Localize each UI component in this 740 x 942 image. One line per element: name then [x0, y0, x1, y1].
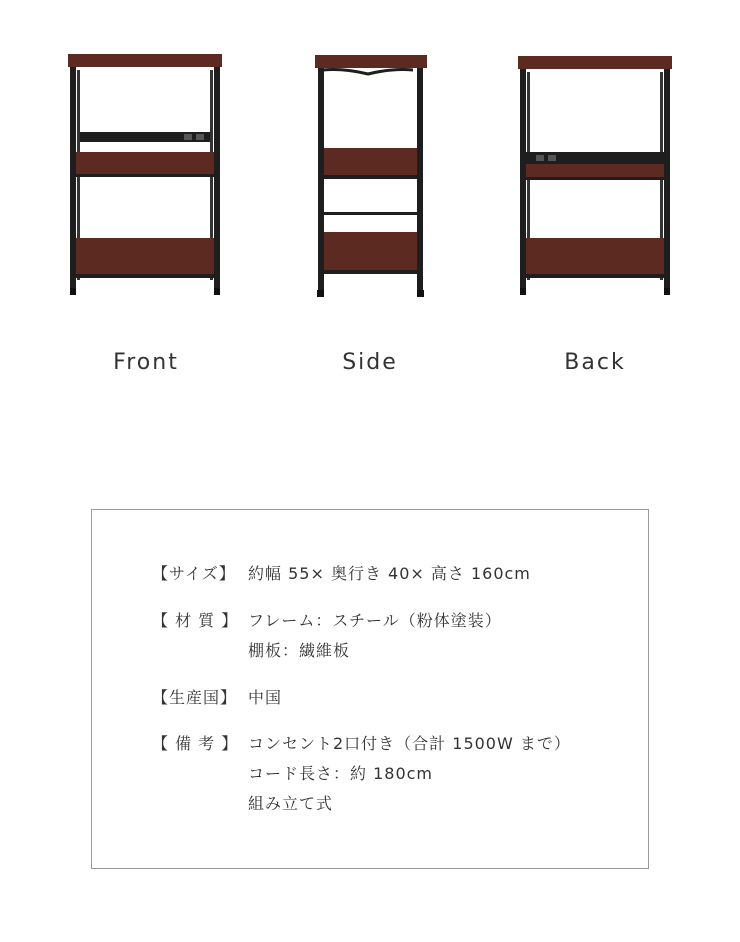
- spec-value: 組み立て式: [248, 794, 334, 813]
- side-label: Side: [342, 350, 398, 375]
- spec-values: [248, 606, 502, 666]
- spec-values: [248, 559, 531, 589]
- back-label: Back: [564, 350, 626, 375]
- spec-key: 【 備 考 】: [152, 734, 239, 753]
- spec-key: 【 材 質 】: [152, 611, 239, 630]
- spec-value: フレーム：スチール（粉体塗装）: [248, 611, 502, 630]
- spec-values: [248, 729, 571, 819]
- spec-value: コンセント2口付き（合計 1500W まで）: [248, 734, 571, 753]
- spec-values: [248, 683, 282, 713]
- side-view-image: [313, 50, 473, 300]
- spec-key: 【サイズ】: [152, 564, 236, 583]
- spec-value: 中国: [248, 688, 283, 707]
- spec-box: [91, 509, 649, 869]
- spec-value: コード長さ：約 180cm: [248, 764, 434, 783]
- spec-key: 【生産国】: [152, 688, 238, 707]
- front-view-image: [66, 50, 226, 300]
- front-label: Front: [113, 350, 179, 375]
- back-view-image: [516, 50, 676, 300]
- spec-value: 棚板：繊維板: [248, 641, 351, 660]
- spec-value: 約幅 55× 奥行き 40× 高さ 160cm: [248, 564, 531, 583]
